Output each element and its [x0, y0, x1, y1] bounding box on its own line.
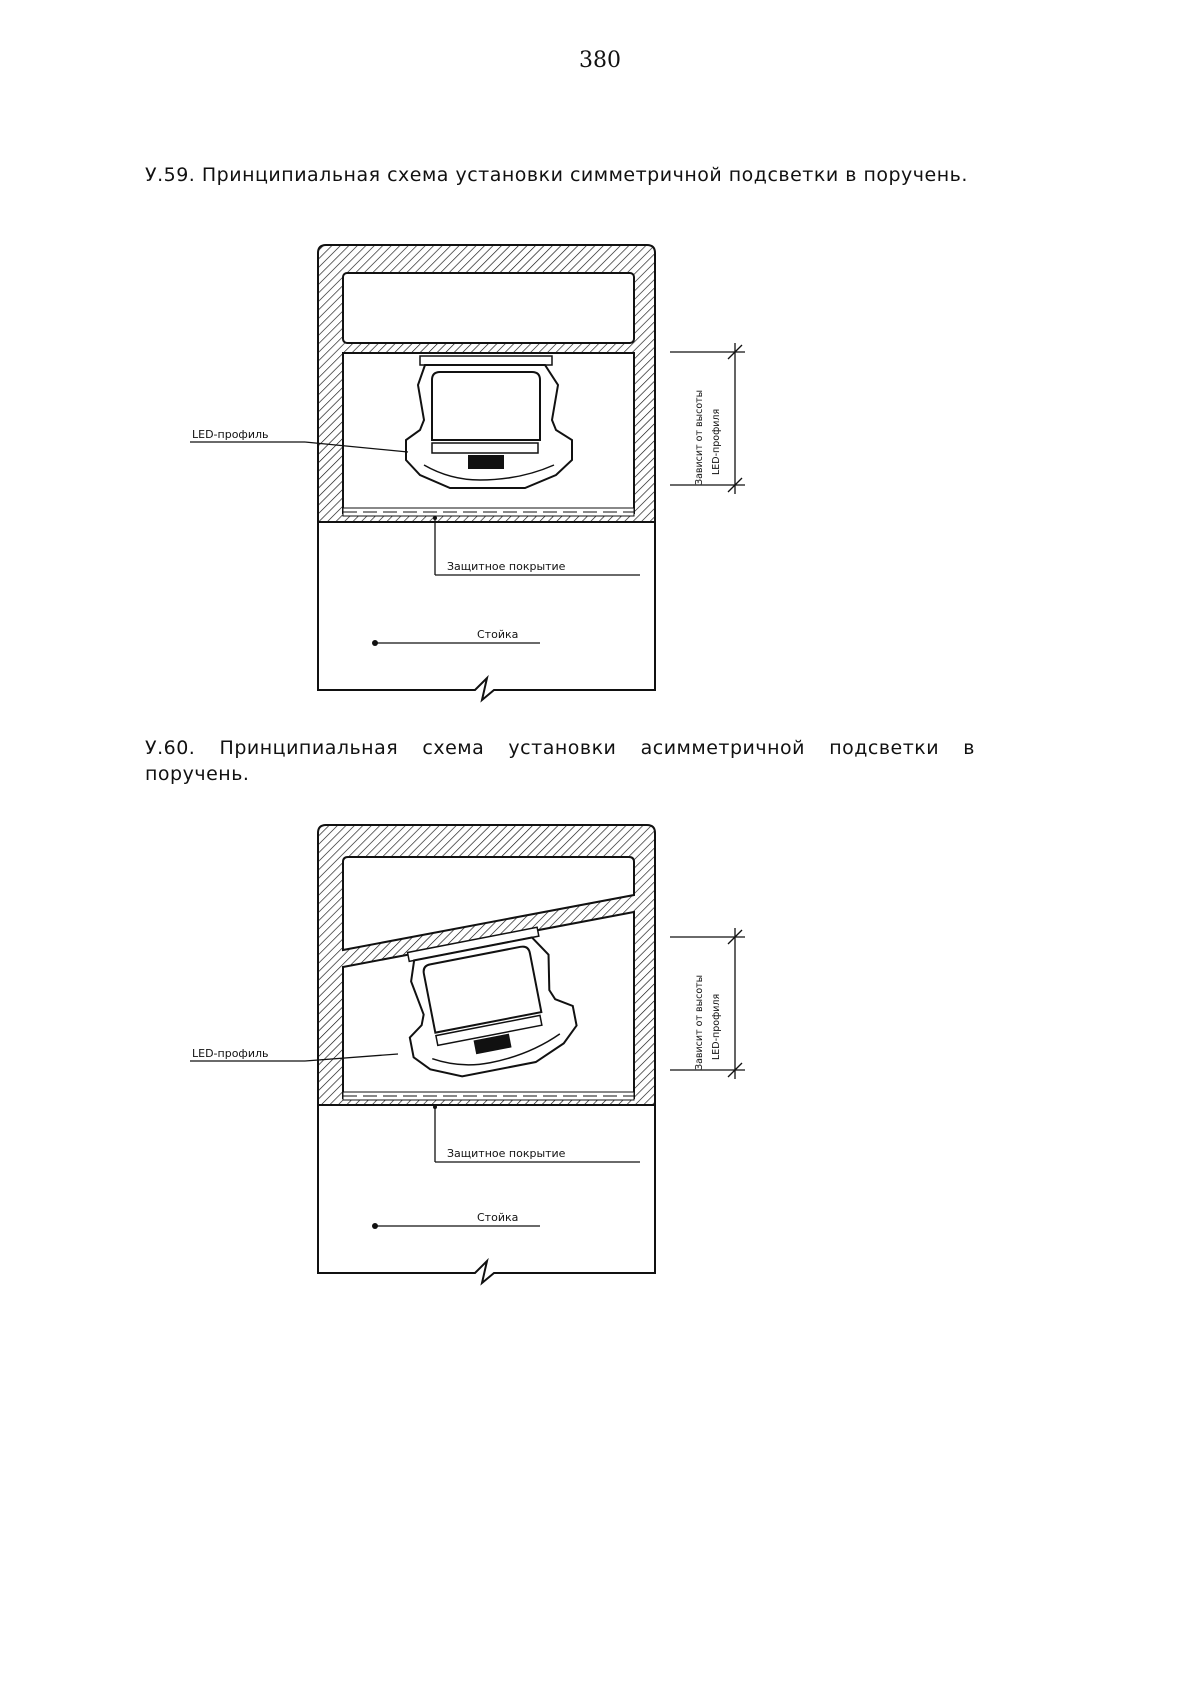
led-profile-label: LED-профиль	[192, 428, 269, 441]
dimension-label-line2: LED-профиля	[711, 408, 722, 475]
height-dimension	[670, 343, 745, 494]
dimension-label-line2: LED-профиля	[711, 993, 722, 1060]
figure-1-diagram	[170, 245, 770, 715]
post	[318, 522, 655, 700]
post-label: Стойка	[477, 628, 519, 641]
dimension-label-line1: Зависит от высоты	[694, 389, 705, 485]
post-label: Стойка	[477, 1211, 519, 1224]
handrail-upper-cavity	[343, 273, 634, 343]
dimension-label-line1: Зависит от высоты	[694, 974, 705, 1070]
protective-coating-label: Защитное покрытие	[447, 560, 566, 573]
figure-1-caption: У.59. Принципиальная схема установки симметричной подсветки в поручень.	[145, 164, 968, 186]
protective-coating-label: Защитное покрытие	[447, 1147, 566, 1160]
height-dimension	[670, 928, 745, 1079]
post	[318, 1105, 655, 1283]
led-profile	[406, 356, 572, 488]
led-profile-label: LED-профиль	[192, 1047, 269, 1060]
figure-2-diagram	[170, 825, 770, 1295]
page-number: 380	[579, 48, 621, 73]
figure-2-caption: У.60. Принципиальная схема установки асимметричной подсветки в поручень.	[145, 737, 975, 785]
